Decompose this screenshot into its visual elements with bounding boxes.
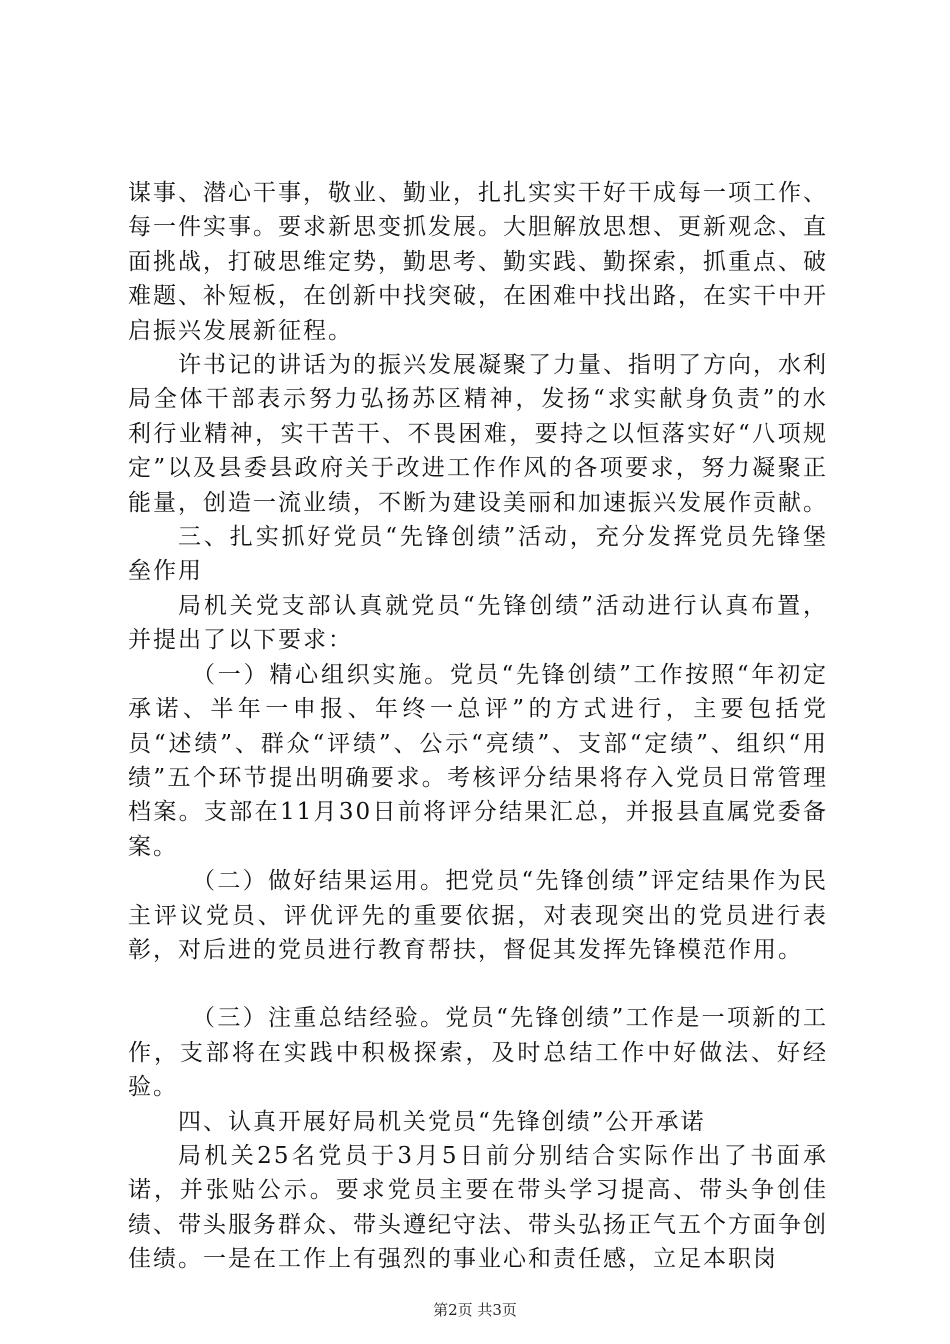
- sub-item-3: （三）注重总结经验。党员“先锋创绩”工作是一项新的工作，支部将在实践中积极探索，及时总结工作中好做法、好经验。: [128, 1005, 828, 1101]
- section-heading-3: 三、扎实抓好党员“先锋创绩”活动，充分发挥党员先锋堡垒作用: [128, 524, 828, 585]
- section-heading-4: 四、认真开展好局机关党员“先锋创绩”公开承诺: [178, 1108, 706, 1135]
- sub-item-2: （二）做好结果运用。把党员“先锋创绩”评定结果作为民主评议党员、评优评先的重要依据，对表现突出的党员进行表彰，对后进的党员进行教育帮扶，督促其发挥先锋模范作用。: [128, 868, 828, 963]
- paragraph-public-commitment: 局机关25名党员于3月5日前分别结合实际作出了书面承诺，并张贴公示。要求党员主要在带头学习提高、带头争创佳绩、带头服务群众、带头遵纪守法、带头弘扬正气五个方面争创佳绩。一是在工作上有强烈的事业心和责任感，立足本职岗: [128, 1142, 828, 1273]
- paragraph-speech-summary: 许书记的讲话为的振兴发展凝聚了力量、指明了方向，水利局全体干部表示努力弘扬苏区精神，发扬“求实献身负责”的水利行业精神，实干苦干、不畏困难，要持之以恒落实好“八项规定”以及县委县政府关于改进工作作风的各项要求，努力凝聚正能量，创造一流业绩，不断为建设美丽和加速振兴发展作贡献。: [128, 352, 828, 516]
- page-number-footer: 第2页 共3页: [433, 1301, 517, 1319]
- paragraph-branch-requirements: 局机关党支部认真就党员“先锋创绩”活动进行认真布置，并提出了以下要求：: [128, 592, 828, 654]
- document-body: [128, 176, 828, 1277]
- paragraph-continuation: 谋事、潜心干事，敬业、勤业，扎扎实实干好干成每一项工作、每一件实事。要求新思变抓发展。大胆解放思想、更新观念、直面挑战，打破思维定势，勤思考、勤实践、勤探索，抓重点、破难题、补短板，在创新中找突破，在困难中找出路，在实干中开启振兴发展新征程。: [128, 180, 828, 344]
- sub-item-1: （一）精心组织实施。党员“先锋创绩”工作按照“年初定承诺、半年一申报、年终一总评”的方式进行，主要包括党员“述绩”、群众“评绩”、公示“亮绩”、支部“定绩”、组织“用绩”五个环节提出明确要求。考核评分结果将存入党员日常管理档案。支部在11月30日前将评分结果汇总，并报县直属党委备案。: [128, 661, 828, 860]
